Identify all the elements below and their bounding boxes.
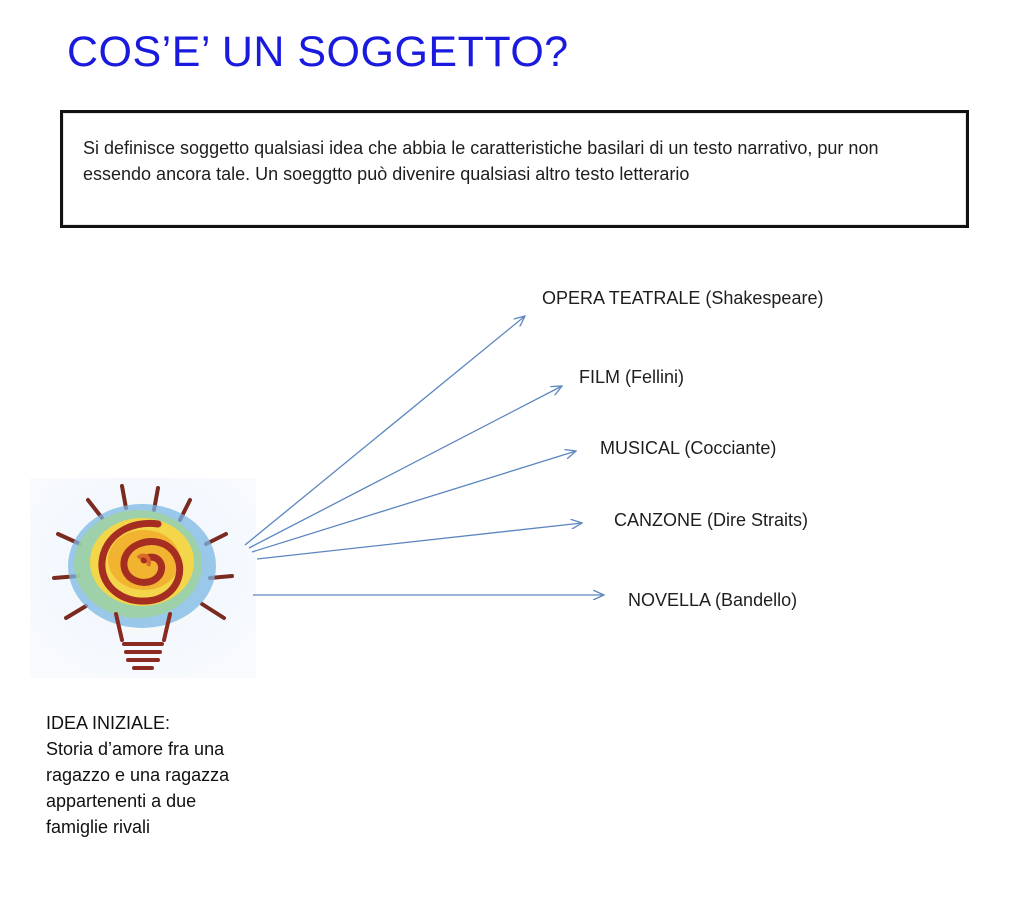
arrow-to-canzone: [257, 523, 582, 559]
output-canzone: CANZONE (Dire Straits): [614, 510, 809, 530]
idea-line: ragazzo e una ragazza: [46, 765, 230, 785]
idea-line: famiglie rivali: [46, 817, 151, 837]
idea-line: Storia d’amore fra una: [46, 739, 225, 759]
idea-line: appartenenti a due: [46, 791, 197, 811]
arrow-to-musical: [252, 451, 576, 552]
output-novella: NOVELLA (Bandello): [628, 590, 798, 610]
idea-line: IDEA INIZIALE:: [46, 713, 171, 733]
output-musical: MUSICAL (Cocciante): [600, 438, 777, 458]
output-film: FILM (Fellini): [579, 367, 685, 387]
slide-title: COS’E’ UN SOGGETTO?: [67, 28, 569, 76]
arrow-to-film: [249, 386, 562, 548]
definition-text: Si definisce soggetto qualsiasi idea che abbia le caratteristiche basilari di un testo narrativo, pur non essendo ancora tale. Un soeggtto può divenire qualsiasi altro testo letterario: [83, 138, 879, 184]
output-opera-teatrale: OPERA TEATRALE (Shakespeare): [542, 288, 824, 308]
